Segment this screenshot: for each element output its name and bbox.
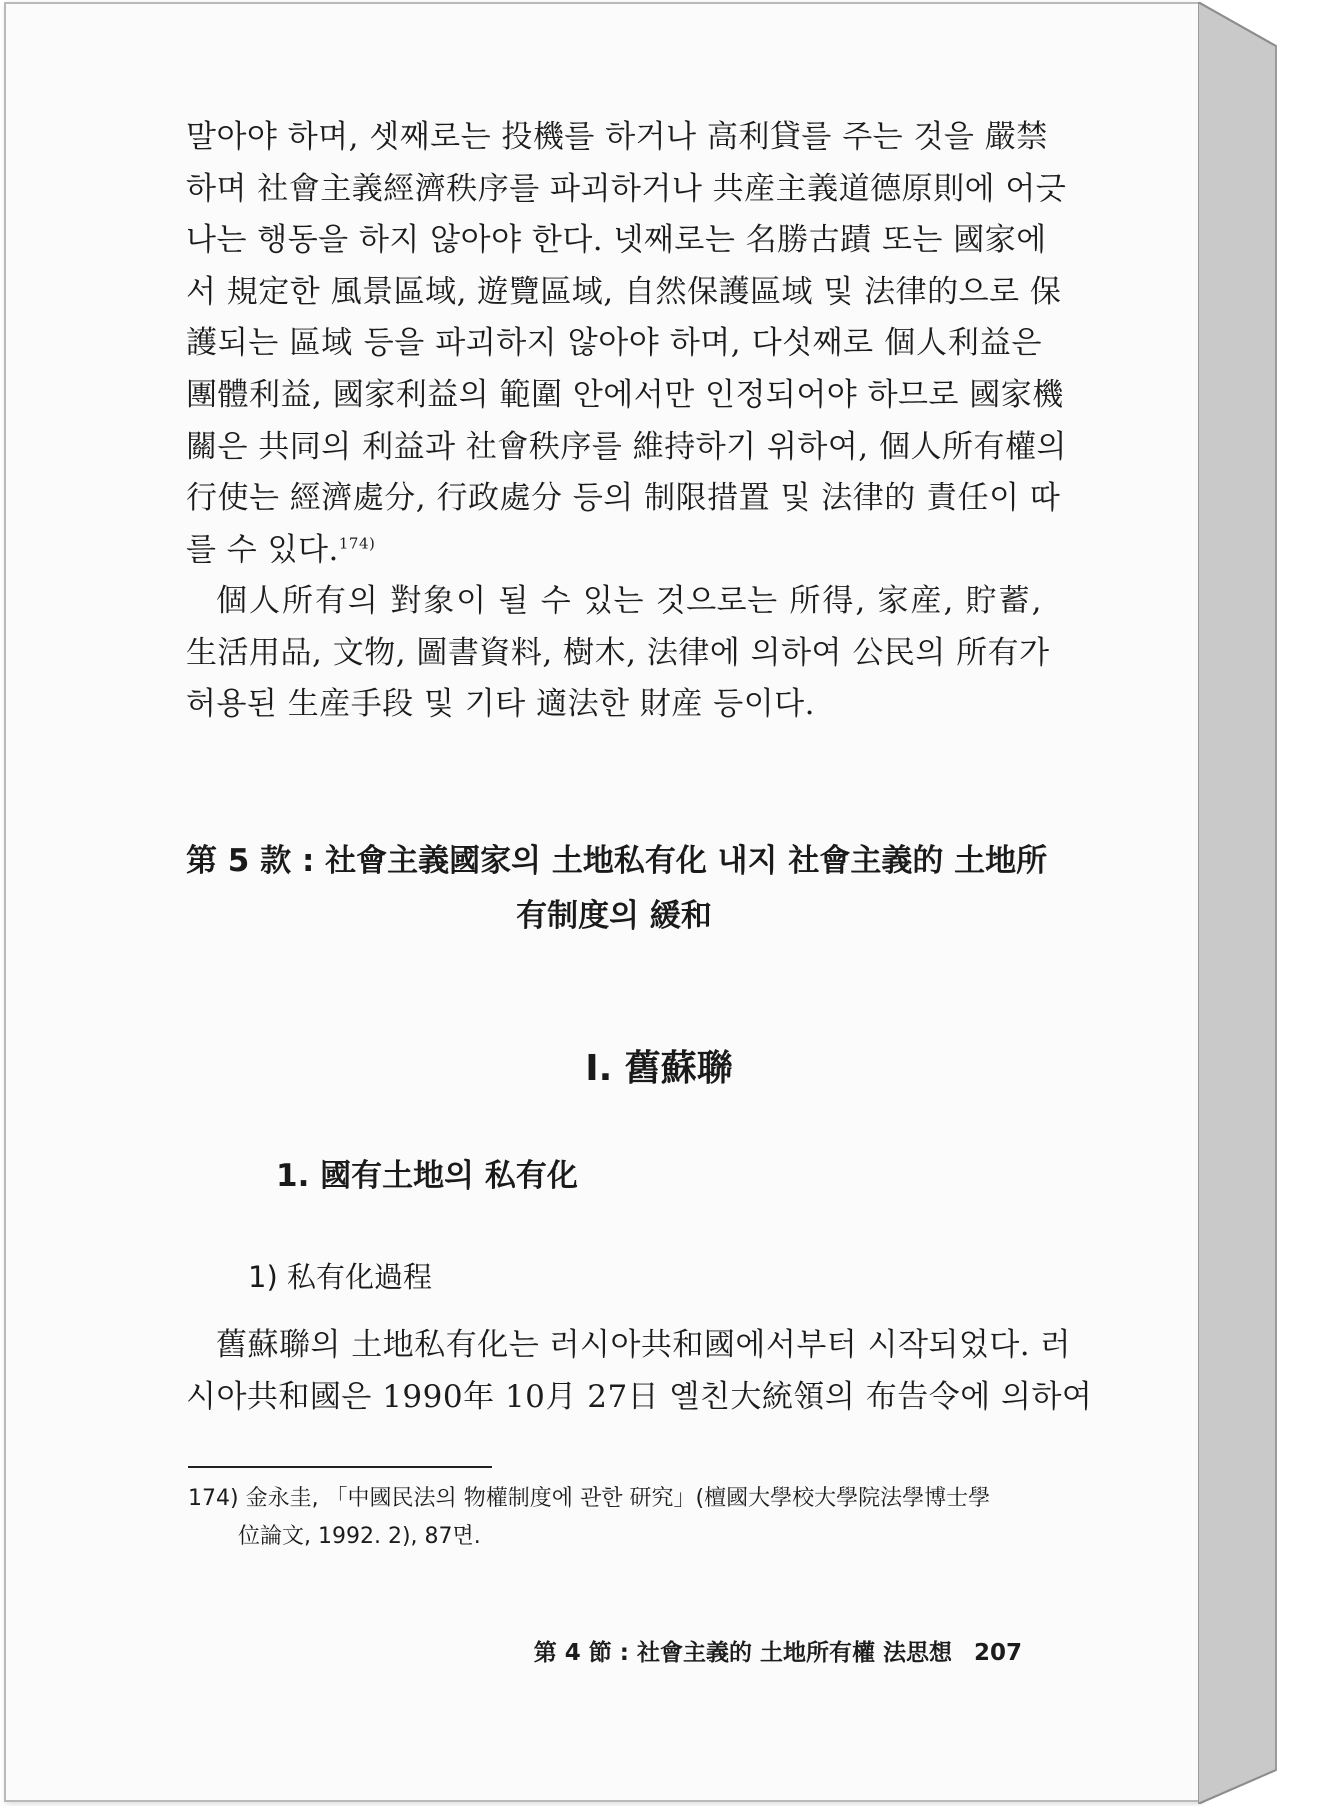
- chapter-heading: Ⅰ. 舊蘇聯: [585, 1048, 733, 1089]
- p1-line: 護되는 區域 등을 파괴하지 않아야 하며, 다섯째로 個人利益은: [186, 325, 1042, 362]
- subheading: 1. 國有土地의 私有化: [276, 1158, 578, 1194]
- footnote-divider: [188, 1466, 492, 1468]
- footnote-reference[interactable]: 174): [338, 534, 376, 553]
- paragraph-2: [186, 576, 1050, 731]
- paragraph-1: [186, 112, 1067, 576]
- section-heading-line-2: 有制度의 緩和: [516, 898, 712, 934]
- running-footer-title: 第 4 節 : 社會主義的 土地所有權 法思想: [533, 1640, 952, 1666]
- p2-line: 허용된 生産手段 및 기타 適法한 財産 등이다.: [186, 686, 815, 723]
- footnote-174: [188, 1480, 1048, 1556]
- p1-line: 말아야 하며, 셋째로는 投機를 하거나 高利貸를 주는 것을 嚴禁: [186, 119, 1048, 155]
- page-edge-svg: [1198, 2, 1278, 1804]
- paragraph-3: [186, 1320, 1093, 1423]
- running-footer: [534, 1634, 1022, 1667]
- subsubheading: 1) 私有化過程: [248, 1260, 432, 1294]
- p1-line: 나는 행동을 하지 않아야 한다. 넷째로는 名勝古蹟 또는 國家에: [186, 222, 1047, 259]
- section-heading-line-1: 第 5 款 : 社會主義國家의 土地私有化 내지 社會主義的 土地所: [186, 843, 1048, 879]
- p1-line: 行使는 經濟處分, 行政處分 등의 制限措置 및 法律的 責任이 따: [186, 480, 1061, 517]
- p3-line: 시아共和國은 1990年 10月 27日 옐친大統領의 布告令에 의하여: [186, 1378, 1093, 1415]
- p1-last-line: [186, 525, 1042, 577]
- p1-line: 하며 社會主義經濟秩序를 파괴하거나 共産主義道德原則에 어긋: [186, 170, 1067, 207]
- footnote-line-1: 174) 金永圭, 「中國民法의 物權制度에 관한 研究」(檀國大學校大學院法學博士學: [188, 1486, 991, 1511]
- page-edge-polygon: [1198, 2, 1276, 1804]
- p1-line: 關은 共同의 利益과 社會秩序를 維持하기 위하여, 個人所有權의: [186, 428, 1067, 465]
- page-edge-shading: [1198, 2, 1278, 1804]
- p2-line: 個人所有의 對象이 될 수 있는 것으로는 所得, 家産, 貯蓄,: [216, 583, 1042, 619]
- page-number: 207: [973, 1640, 1022, 1666]
- p1-line: 團體利益, 國家利益의 範圍 안에서만 인정되어야 하므로 國家機: [186, 376, 1064, 413]
- p2-line: 生活用品, 文物, 圖書資料, 樹木, 法律에 의하여 公民의 所有가: [186, 634, 1050, 671]
- p1-line: 서 規定한 風景區域, 遊覽區域, 自然保護區域 및 法律的으로 保: [186, 273, 1062, 310]
- p3-line: 舊蘇聯의 土地私有化는 러시아共和國에서부터 시작되었다. 러: [216, 1327, 1071, 1363]
- p1-line: 를 수 있다.: [186, 531, 339, 568]
- footnote-line-2: 位論文, 1992. 2), 87면.: [238, 1524, 481, 1549]
